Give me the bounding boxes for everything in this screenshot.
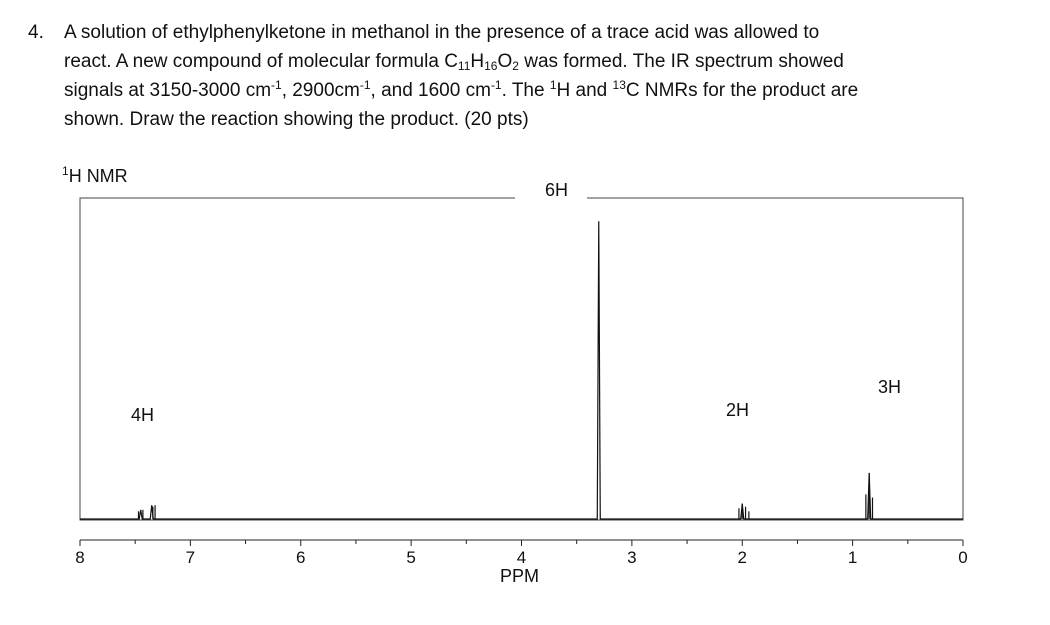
x-tick-label: 0: [958, 548, 968, 567]
x-tick-label: 1: [847, 548, 858, 567]
x-tick-label: 7: [185, 548, 196, 567]
integration-2h: 2H: [726, 400, 750, 420]
spectrum-trace: [80, 221, 963, 519]
nmr-title: $^1$H NMR: [62, 164, 128, 186]
question-line-1: A solution of ethylphenylketone in methanol in the presence of a trace acid was allowed to: [64, 22, 820, 43]
x-tick-label: 6: [296, 548, 306, 567]
question-line-2: react. A new compound of molecular formula $C_{11}H_{16}O_2$ was formed. The IR spectrum showed: [64, 51, 844, 73]
x-tick-label: 3: [627, 548, 637, 567]
integration-4h: 4H: [131, 405, 155, 425]
question-line-4: shown. Draw the reaction showing the product. (20 pts): [64, 109, 529, 130]
x-tick-label: 4: [516, 548, 527, 567]
integration-6h: 6H: [545, 180, 569, 200]
integration-3h: 3H: [878, 377, 902, 397]
x-tick-labels: [75, 548, 967, 567]
x-tick-label: 2: [737, 548, 747, 567]
question-number: 4.: [28, 22, 44, 43]
x-tick-label: 8: [75, 548, 85, 567]
x-tick-label: 5: [406, 548, 416, 567]
question-line-3: signals at 3150-3000 $cm^{-1}$, $2900cm^{-1}$, and 1600 $cm^{-1}$. The $^1$H and $^{13}$C NMRs for the product are: [64, 78, 859, 101]
plot-frame: [80, 198, 963, 520]
x-ticks: [80, 540, 963, 546]
x-axis-label: PPM: [500, 566, 540, 586]
